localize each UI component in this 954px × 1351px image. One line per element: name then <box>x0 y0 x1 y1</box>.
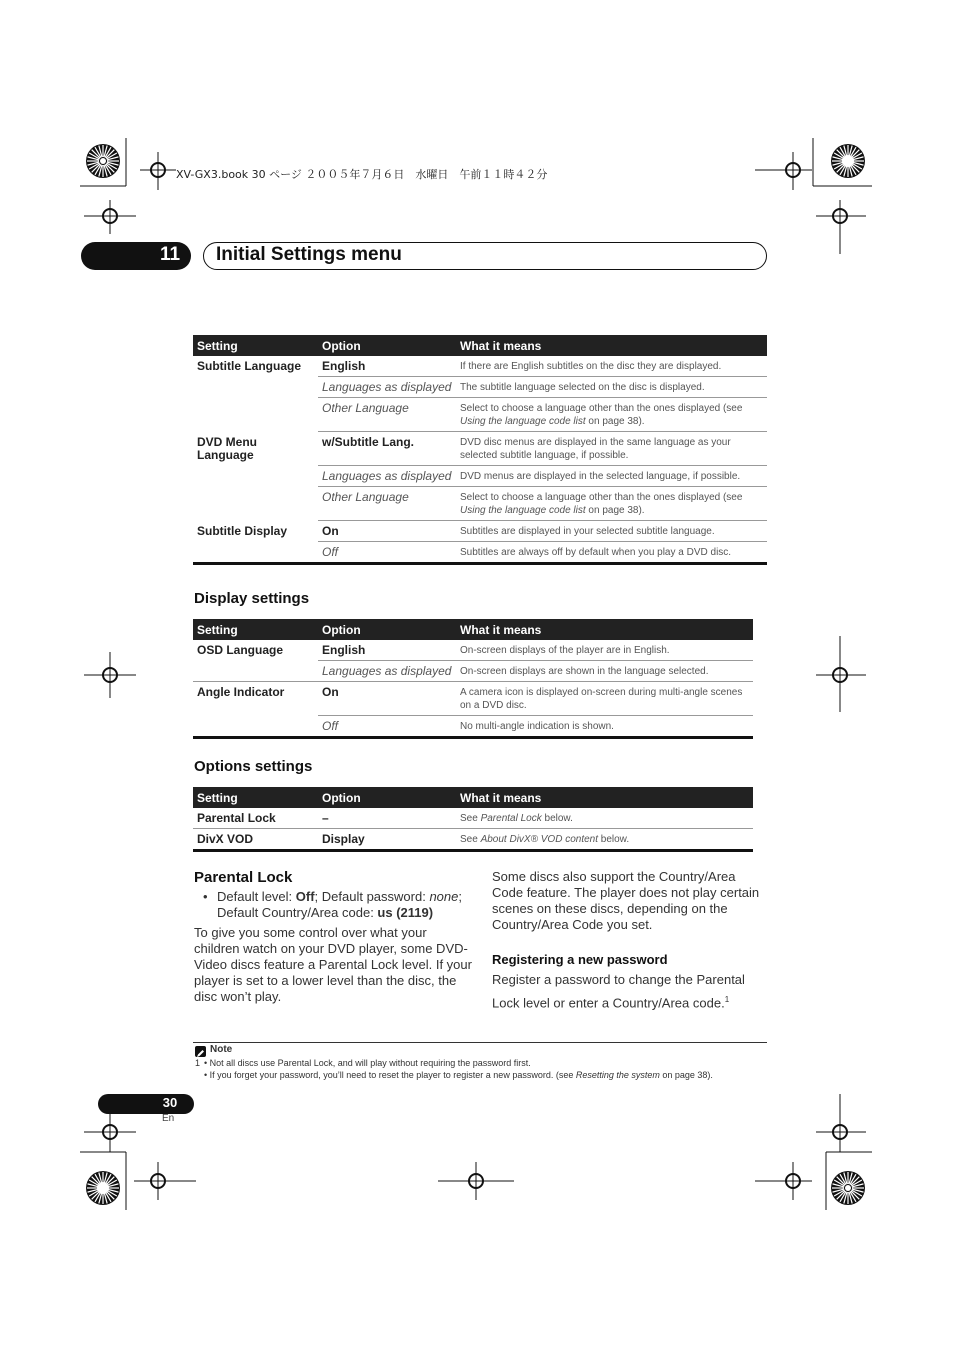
note-item: • Not all discs use Parental Lock, and will play without requiring the password first. <box>204 1058 531 1068</box>
default-level: Off <box>295 889 315 904</box>
country-code-paragraph: Some discs also support the Country/Area Code feature. The player does not play certain scenes on these discs, depending on the Country/Area Code you set. <box>492 869 760 932</box>
setting-cell: Subtitle Display <box>193 521 318 564</box>
header-setting: Setting <box>193 335 318 356</box>
page-language: En <box>162 1113 175 1124</box>
chapter-title: Initial Settings menu <box>216 244 402 265</box>
page-number: 30 <box>162 1095 178 1110</box>
footnote-ref: 1 <box>724 995 730 1004</box>
note-text: If you forget your password, you’ll need to reset the player to register a new password. (see <box>209 1070 576 1080</box>
chapter-number: 11 <box>159 244 181 265</box>
meaning-cell <box>456 829 753 851</box>
header-option: Option <box>318 335 456 356</box>
meaning-cell <box>456 398 767 432</box>
parental-lock-intro: To give you some control over what your children watch on your DVD player, some DVD-Video discs feature a Parental Lock level. If your player is set to a lower level than the disc, the disc won’t play. <box>194 925 472 1004</box>
meaning-text: Select to choose a language other than the ones displayed (see <box>460 403 743 414</box>
default-password: none <box>429 889 459 904</box>
meaning-text: on page 38). <box>585 416 645 427</box>
default-settings-bullet <box>203 889 473 921</box>
option-cell: Other Language <box>318 487 456 521</box>
setting-cell: Subtitle Language <box>197 359 302 373</box>
bullet-text: Default level: <box>217 889 296 904</box>
table-header-row <box>193 335 767 356</box>
table-header-row <box>193 787 753 808</box>
header-meaning: What it means <box>456 335 767 356</box>
cross-reference-link[interactable]: Parental Lock <box>480 813 542 824</box>
table-row <box>193 829 753 851</box>
bullet-text: ; Default password: <box>314 889 430 904</box>
option-cell: English <box>318 640 456 661</box>
header-meaning: What it means <box>456 619 753 640</box>
meaning-text: below. <box>541 813 573 824</box>
note-text: Not all discs use Parental Lock, and will play without requiring the password first. <box>209 1058 531 1068</box>
meaning-cell: Subtitles are always off by default when you play a DVD disc. <box>456 542 767 564</box>
note-marker: 1 <box>195 1058 201 1068</box>
bullet-text: ; Default Country/Area code: <box>217 889 462 920</box>
meaning-cell: On-screen displays of the player are in English. <box>456 640 753 661</box>
option-cell: On <box>318 682 456 716</box>
display-settings-heading: Display settings <box>194 590 310 607</box>
setting-cell: DivX VOD <box>193 829 318 851</box>
note-text: on page 38). <box>659 1070 713 1080</box>
table-row <box>193 640 753 661</box>
meaning-cell: DVD menus are displayed in the selected language, if possible. <box>456 466 767 487</box>
option-cell: Off <box>318 542 456 564</box>
bullet-dot: • <box>203 889 208 904</box>
note-pencil-icon <box>195 1046 206 1057</box>
setting-cell: DVD Menu Language <box>197 434 257 462</box>
option-cell: Other Language <box>318 398 456 432</box>
setting-cell: OSD Language <box>193 640 318 682</box>
options-settings-heading: Options settings <box>194 758 313 775</box>
meaning-cell <box>456 808 753 829</box>
header-option: Option <box>318 787 456 808</box>
setting-cell: Parental Lock <box>193 808 318 829</box>
meaning-text: below. <box>598 834 630 845</box>
register-password-body: Register a password to change the Parental Lock level or enter a Country/Area code. <box>492 972 745 1011</box>
options-settings-table <box>193 787 753 852</box>
option-cell: Languages as displayed <box>318 466 456 487</box>
table-row <box>193 682 753 716</box>
meaning-text: See <box>460 813 481 824</box>
register-password-heading: Registering a new password <box>492 952 668 967</box>
table-row <box>193 808 753 829</box>
header-option: Option <box>318 619 456 640</box>
meaning-cell: On-screen displays are shown in the language selected. <box>456 661 753 682</box>
cross-reference-link[interactable]: Using the language code list <box>460 416 586 427</box>
meaning-cell: If there are English subtitles on the disc they are displayed. <box>456 356 767 377</box>
meaning-cell <box>456 487 767 521</box>
option-cell: Languages as displayed <box>318 661 456 682</box>
parental-lock-heading: Parental Lock <box>194 869 293 886</box>
register-password-text <box>492 970 767 1013</box>
default-country-code: us (2119) <box>377 905 434 920</box>
option-cell: Languages as displayed <box>318 377 456 398</box>
meaning-cell: The subtitle language selected on the disc is displayed. <box>456 377 767 398</box>
setting-cell: Angle Indicator <box>193 682 318 738</box>
header-meaning: What it means <box>456 787 753 808</box>
cross-reference-link[interactable]: Resetting the system <box>575 1070 660 1080</box>
meaning-text: on page 38). <box>585 505 645 516</box>
table-row <box>193 521 767 542</box>
meaning-cell: DVD disc menus are displayed in the same language as your selected subtitle language, if possible. <box>456 432 767 466</box>
table-header-row <box>193 619 753 640</box>
display-settings-table <box>193 619 753 739</box>
language-settings-table <box>193 335 767 565</box>
note-divider <box>193 1042 767 1043</box>
header-setting: Setting <box>193 619 318 640</box>
file-header: XV-GX3.book 30 ページ ２００５年７月６日 水曜日 午前１１時４２分 <box>176 168 548 181</box>
meaning-cell: Subtitles are displayed in your selected subtitle language. <box>456 521 767 542</box>
table-row <box>193 432 767 466</box>
option-cell: – <box>318 808 456 829</box>
cross-reference-link[interactable]: About DivX® VOD content <box>480 834 598 845</box>
meaning-text: Select to choose a language other than the ones displayed (see <box>460 492 743 503</box>
meaning-cell: No multi-angle indication is shown. <box>456 716 753 738</box>
table-row <box>193 356 767 377</box>
option-cell: Off <box>318 716 456 738</box>
option-cell: Display <box>318 829 456 851</box>
header-setting: Setting <box>193 787 318 808</box>
meaning-cell: A camera icon is displayed on-screen during multi-angle scenes on a DVD disc. <box>456 682 753 716</box>
meaning-text: See <box>460 834 481 845</box>
option-cell: English <box>318 356 456 377</box>
note-item: • If you forget your password, you’ll need to reset the player to register a new password. (see Resetting the system on page 38). <box>204 1070 713 1080</box>
note-label: Note <box>210 1044 233 1055</box>
option-cell: w/Subtitle Lang. <box>318 432 456 466</box>
option-cell: On <box>318 521 456 542</box>
cross-reference-link[interactable]: Using the language code list <box>460 505 586 516</box>
